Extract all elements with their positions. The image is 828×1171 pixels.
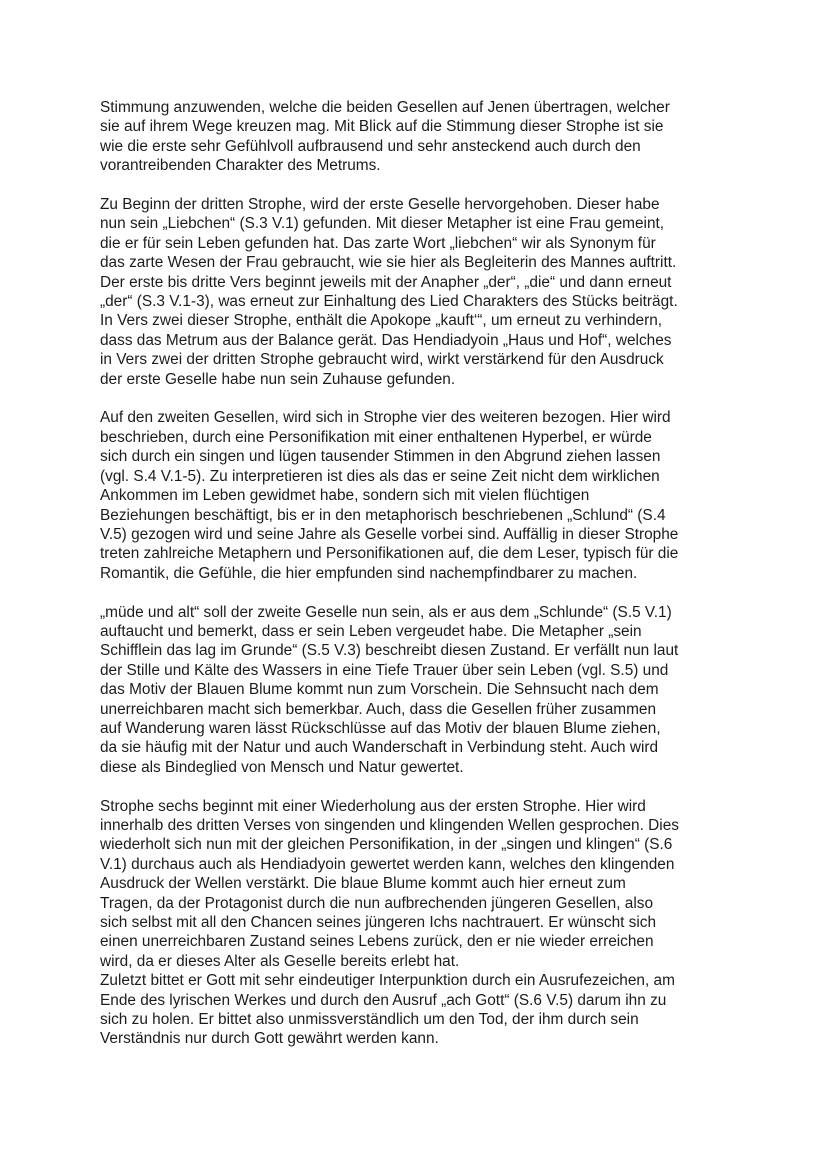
text-line: Ende des lyrischen Werkes und durch den Ausruf „ach Gott“ (S.6 V.5) darum ihn zu [100, 991, 667, 1009]
text-line: sich zu holen. Er bittet also unmissverständlich um den Tod, der ihm durch sein [100, 1011, 639, 1029]
text-line: Zu Beginn der dritten Strophe, wird der erste Geselle hervorgehoben. Dieser habe [100, 196, 660, 214]
text-line: Tragen, da der Protagonist durch die nun aufbrechenden jüngeren Gesellen, also [100, 894, 654, 912]
text-line: sie auf ihrem Wege kreuzen mag. Mit Blick auf die Stimmung dieser Strophe ist sie [100, 118, 664, 136]
text-line: treten zahlreiche Metaphern und Personifikationen auf, die dem Leser, typisch für die [100, 545, 679, 563]
text-line: Verständnis nur durch Gott gewährt werden kann. [100, 1030, 439, 1048]
document-body [100, 98, 740, 1049]
paragraph-spacer [100, 389, 740, 408]
text-line: wird, da er dieses Alter als Geselle bereits erlebt hat. [100, 952, 460, 970]
text-line: Der erste bis dritte Vers beginnt jeweils mit der Anapher „der“, „die“ und dann erneut [100, 273, 672, 291]
paragraph-spacer [100, 583, 740, 602]
text-line: der erste Geselle habe nun sein Zuhause gefunden. [100, 370, 456, 388]
text-line: V.1) durchaus auch als Hendiadyoin gewertet werden kann, welches den klingenden [100, 855, 675, 873]
text-line: sich selbst mit all den Chancen seines jüngeren Ichs nachtrauert. Er wünscht sich [100, 914, 657, 931]
text-line: wiederholt sich nun mit der gleichen Personifikation, in der „singen und klingen“ (S.6 [100, 836, 673, 854]
text-line: (vgl. S.4 V.1-5). Zu interpretieren ist dies als das er seine Zeit nicht dem wirklichen [100, 467, 660, 485]
text-line: Ankommen im Leben gewidmet habe, sondern sich mit vielen flüchtigen [100, 487, 590, 505]
text-line: einen unerreichbaren Zustand seines Lebens zurück, den er nie wieder erreichen [100, 933, 654, 951]
text-line: Zuletzt bittet er Gott mit sehr eindeutiger Interpunktion durch ein Ausrufezeichen, am [100, 972, 675, 990]
text-line: Romantik, die Gefühle, die hier empfunden sind nachempfindbarer zu machen. [100, 564, 638, 582]
text-line: V.5) gezogen wird und seine Jahre als Geselle vorbei sind. Auffällig in dieser Strophe [100, 525, 679, 543]
text-line: „müde und alt“ soll der zweite Geselle nun sein, als er aus dem „Schlunde“ (S.5 V.1) [100, 603, 672, 621]
paragraph-conclusion [100, 971, 740, 1049]
text-line: der Stille und Kälte des Wassers in eine Tiefe Trauer über sein Leben (vgl. S.5) und [100, 661, 669, 679]
text-line: nun sein „Liebchen“ (S.3 V.1) gefunden. Mit dieser Metapher ist eine Frau gemeint, [100, 215, 665, 233]
text-line: Auf den zweiten Gesellen, wird sich in Strophe vier des weiteren bezogen. Hier wird [100, 409, 671, 427]
text-line: innerhalb des dritten Verses von singenden und klingenden Wellen gesprochen. Dies [100, 816, 679, 834]
text-line: sich durch ein singen und lügen tausender Stimmen in den Abgrund ziehen lassen [100, 448, 661, 466]
text-line: in Vers zwei der dritten Strophe gebraucht wird, wirkt verstärkend für den Ausdruck [100, 351, 664, 369]
paragraph-spacer [100, 176, 740, 195]
text-line: Schifflein das lag im Grunde“ (S.5 V.3) beschreibt diesen Zustand. Er verfällt nun laut [100, 642, 679, 660]
paragraph-strophe-four [100, 408, 740, 583]
text-line: die er für sein Leben gefunden hat. Das zarte Wort „liebchen“ wir als Synonym für [100, 234, 656, 252]
text-line: In Vers zwei dieser Strophe, enthält die Apokope „kauft‘“, um erneut zu verhindern, [100, 312, 663, 330]
text-line: diese als Bindeglied von Mensch und Natur gewertet. [100, 758, 464, 776]
text-line: dass das Metrum aus der Balance gerät. Das Hendiadyoin „Haus und Hof“, welches [100, 331, 672, 349]
paragraph-spacer [100, 777, 740, 796]
paragraph-strophe-six [100, 797, 740, 972]
text-line: „der“ (S.3 V.1-3), was erneut zur Einhaltung des Lied Charakters des Stücks beiträgt. [100, 293, 678, 311]
text-line: Beziehungen beschäftigt, bis er in den metaphorisch beschriebenen „Schlund“ (S.4 [100, 506, 666, 524]
text-line: wie die erste sehr Gefühlvoll aufbrausend und sehr ansteckend auch durch den [100, 137, 641, 155]
text-line: das zarte Wesen der Frau gebraucht, wie sie hier als Begleiterin des Mannes auftritt. [100, 254, 677, 272]
paragraph-strophe-three [100, 195, 740, 389]
text-line: beschrieben, durch eine Personifikation mit einer enthaltenen Hyperbel, er würde [100, 428, 652, 446]
text-line: Ausdruck der Wellen verstärkt. Die blaue Blume kommt auch hier erneut zum [100, 875, 626, 893]
paragraph-stimmung [100, 98, 740, 176]
text-line: unerreichbaren macht sich bemerkbar. Auch, dass die Gesellen früher zusammen [100, 700, 657, 718]
text-line: auf Wanderung waren lässt Rückschlüsse auf das Motiv der blauen Blume ziehen, [100, 719, 661, 737]
text-line: das Motiv der Blauen Blume kommt nun zum Vorschein. Die Sehnsucht nach dem [100, 681, 659, 699]
text-line: auftaucht und bemerkt, dass er sein Leben vergeudet habe. Die Metapher „sein [100, 622, 642, 640]
text-line: Strophe sechs beginnt mit einer Wiederholung aus der ersten Strophe. Hier wird [100, 797, 646, 815]
paragraph-strophe-five [100, 603, 740, 778]
text-line: da sie häufig mit der Natur und auch Wanderschaft in Verbindung steht. Auch wird [100, 739, 659, 757]
text-line: vorantreibenden Charakter des Metrums. [100, 157, 381, 175]
text-line: Stimmung anzuwenden, welche die beiden Gesellen auf Jenen übertragen, welcher [100, 99, 670, 116]
